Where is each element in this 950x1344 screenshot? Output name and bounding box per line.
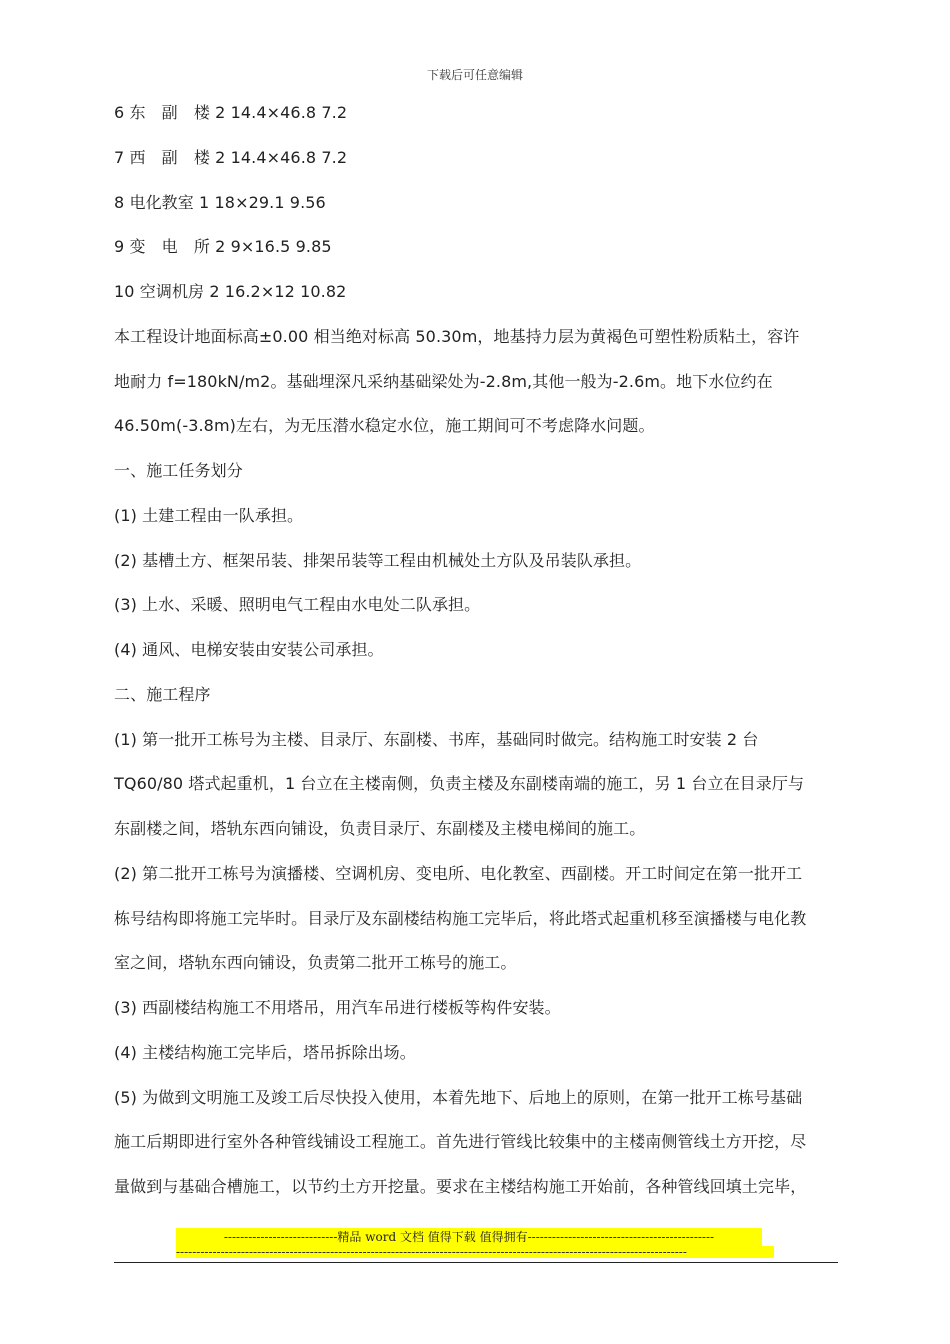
table-row-east-annex: 6 东 副 楼 2 14.4×46.8 7.2 bbox=[114, 103, 348, 122]
table-row-substation: 9 变 电 所 2 9×16.5 9.85 bbox=[114, 237, 332, 257]
paragraph-line: 东副楼之间，塔轨东西向铺设，负责目录厅、东副楼及主楼电梯间的施工。 bbox=[114, 819, 646, 838]
document-body bbox=[114, 98, 838, 1217]
paragraph-line: 栋号结构即将施工完毕时。目录厅及东副楼结构施工完毕后，将此塔式起重机移至演播楼与电化教 bbox=[114, 908, 807, 928]
list-item: (1) 土建工程由一队承担。 bbox=[114, 505, 304, 525]
footer-dashes: ------------------------------------------------------------------------------------------------------------------------------ bbox=[176, 1246, 774, 1258]
paragraph-line: TQ60/80 塔式起重机，1 台立在主楼南侧，负责主楼及东副楼南端的施工，另 1 台立在目录厅与 bbox=[114, 774, 805, 794]
page-header: 下载后可任意编辑 bbox=[426, 68, 523, 82]
paragraph-line: (1) 第一批开工栋号为主楼、目录厅、东副楼、书库，基础同时做完。结构施工时安装 2 台 bbox=[114, 729, 759, 749]
table-row-west-annex: 7 西 副 楼 2 14.4×46.8 7.2 bbox=[114, 147, 348, 167]
section-heading-construction-sequence: 二、施工程序 bbox=[114, 684, 211, 704]
table-row-hvac-room: 10 空调机房 2 16.2×12 10.82 bbox=[114, 282, 347, 301]
table-row-audio-visual-classroom: 8 电化教室 1 18×29.1 9.56 bbox=[114, 192, 326, 212]
paragraph-line: (5) 为做到文明施工及竣工后尽快投入使用，本着先地下、后地上的原则，在第一批开工栋号基础 bbox=[114, 1087, 803, 1107]
footer-banner: ----------------------------精品 word 文档 值得下载 值得拥有---------------------------------------------- bbox=[176, 1228, 762, 1246]
paragraph-line: 46.50m(-3.8m)左右，为无压潜水稳定水位，施工期间可不考虑降水问题。 bbox=[114, 416, 655, 436]
list-item: (3) 上水、采暖、照明电气工程由水电处二队承担。 bbox=[114, 595, 481, 615]
paragraph-line: 室之间，塔轨东西向铺设，负责第二批开工栋号的施工。 bbox=[114, 953, 517, 973]
paragraph-line: (3) 西副楼结构施工不用塔吊，用汽车吊进行楼板等构件安装。 bbox=[114, 998, 561, 1017]
footer-divider bbox=[114, 1262, 838, 1263]
paragraph-line: 本工程设计地面标高±0.00 相当绝对标高 50.30m，地基持力层为黄褐色可塑性粉质粘土，容许 bbox=[114, 326, 800, 346]
paragraph-line: (4) 主楼结构施工完毕后，塔吊拆除出场。 bbox=[114, 1042, 416, 1062]
list-item: (4) 通风、电梯安装由安装公司承担。 bbox=[114, 640, 384, 659]
paragraph-line: 地耐力 f=180kN/m2。基础埋深凡采纳基础梁处为-2.8m,其他一般为-2.6m。地下水位约在 bbox=[114, 371, 773, 391]
paragraph-line: (2) 第二批开工栋号为演播楼、空调机房、变电所、电化教室、西副楼。开工时间定在第一批开工 bbox=[114, 863, 803, 883]
paragraph-line: 施工后期即进行室外各种管线铺设工程施工。首先进行管线比较集中的主楼南侧管线土方开挖，尽 bbox=[114, 1132, 807, 1152]
list-item: (2) 基槽土方、框架吊装、排架吊装等工程由机械处土方队及吊装队承担。 bbox=[114, 550, 642, 570]
paragraph-line: 量做到与基础合槽施工，以节约土方开挖量。要求在主楼结构施工开始前，各种管线回填土完毕， bbox=[114, 1177, 807, 1196]
section-heading-task-division: 一、施工任务划分 bbox=[114, 461, 243, 480]
